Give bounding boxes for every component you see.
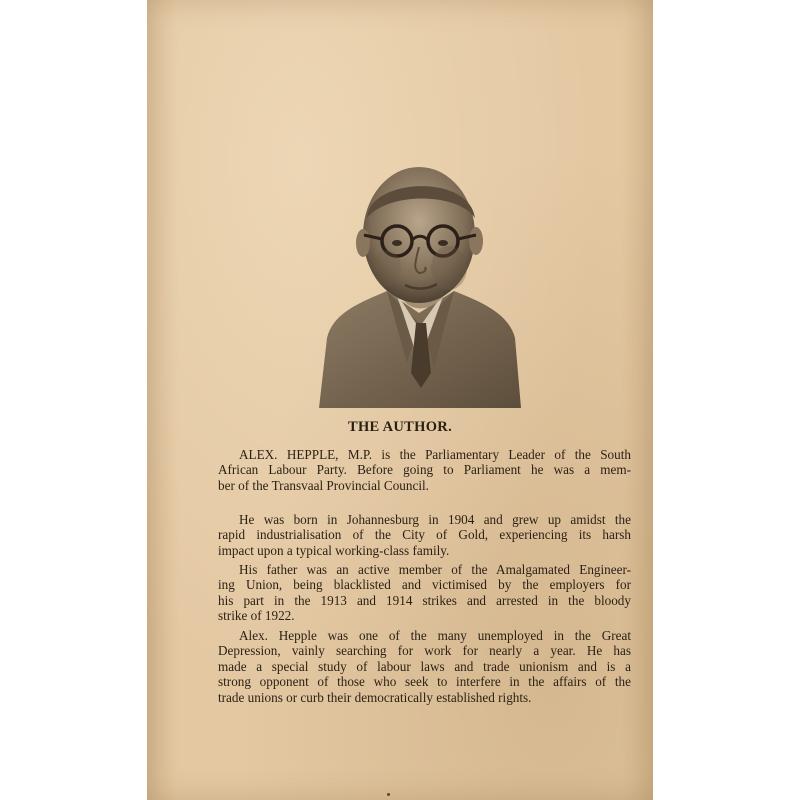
text-line: strike of 1922. — [218, 608, 295, 624]
text-line: African Labour Party. Before going to Parliament he was a mem- — [218, 462, 631, 478]
text-line: rapid industrialisation of the City of Gold, experiencing its harsh — [218, 527, 631, 543]
bio-paragraph-4 — [218, 628, 631, 705]
text-line: ALEX. HEPPLE, M.P. is the Parliamentary Leader of the South — [239, 447, 631, 462]
page-mark — [387, 793, 390, 796]
bio-paragraph-1 — [218, 447, 631, 493]
text-line: Alex. Hepple was one of the many unemployed in the Great — [239, 628, 631, 643]
text-line: impact upon a typical working-class family. — [218, 542, 450, 558]
text-line: trade unions or curb their democratically established rights. — [218, 689, 532, 705]
bio-paragraph-2 — [218, 512, 631, 558]
text-line: ber of the Transvaal Provincial Council. — [218, 477, 429, 493]
text-line: ing Union, being blacklisted and victimised by the employers for — [218, 577, 631, 593]
text-line: his part in the 1913 and 1914 strikes and arrested in the bloody — [218, 592, 631, 608]
text-line: made a special study of labour laws and trade unionism and is a — [218, 658, 631, 674]
text-line: Depression, vainly searching for work for nearly a year. He has — [218, 643, 631, 659]
text-line: His father was an active member of the Amalgamated Engineer- — [239, 562, 631, 577]
author-portrait — [319, 163, 521, 408]
text-line: He was born in Johannesburg in 1904 and grew up amidst the — [239, 512, 631, 527]
book-page — [147, 0, 653, 800]
author-caption: THE AUTHOR. — [347, 419, 452, 435]
text-line: strong opponent of those who seek to interfere in the affairs of the — [218, 674, 631, 690]
bio-paragraph-3 — [218, 562, 631, 624]
